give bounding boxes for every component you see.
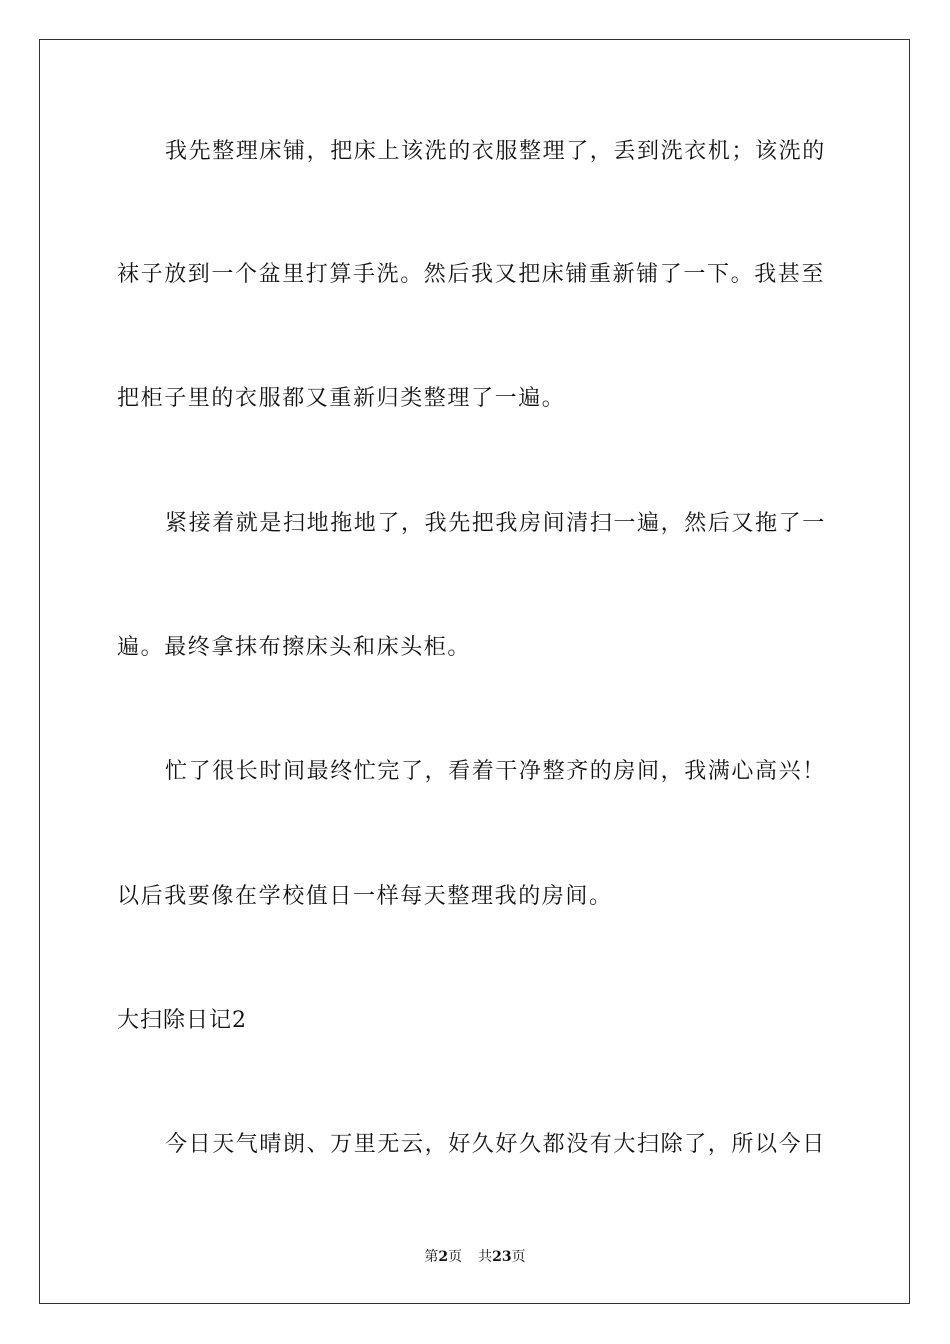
- footer-prefix: 第: [424, 1249, 439, 1265]
- section-heading: 大扫除日记2: [117, 1008, 247, 1033]
- footer-total-unit: 页: [511, 1249, 526, 1265]
- page-border: [39, 39, 910, 1304]
- footer-current-page: 2: [438, 1249, 449, 1265]
- footer-page-unit: 页: [448, 1249, 463, 1265]
- footer-total-pages: 23: [492, 1249, 512, 1265]
- paragraph-2-line-1: 紧接着就是扫地拖地了，我先把我房间清扫一遍，然后又拖了一: [165, 511, 826, 536]
- paragraph-1-line-1: 我先整理床铺，把床上该洗的衣服整理了，丢到洗衣机；该洗的: [165, 139, 826, 164]
- paragraph-1-line-3: 把柜子里的衣服都又重新归类整理了一遍。: [117, 386, 566, 411]
- paragraph-3-line-2: 以后我要像在学校值日一样每天整理我的房间。: [117, 884, 613, 909]
- paragraph-4-line-1: 今日天气晴朗、万里无云，好久好久都没有大扫除了，所以今日: [165, 1132, 826, 1157]
- paragraph-1-line-2: 袜子放到一个盆里打算手洗。然后我又把床铺重新铺了一下。我甚至: [117, 262, 826, 287]
- footer-total-prefix: 共: [478, 1249, 493, 1265]
- paragraph-2-line-2: 遍。最终拿抹布擦床头和床头柜。: [117, 635, 472, 660]
- page-footer: [0, 1247, 950, 1267]
- paragraph-3-line-1: 忙了很长时间最终忙完了，看着干净整齐的房间，我满心高兴！: [165, 759, 826, 784]
